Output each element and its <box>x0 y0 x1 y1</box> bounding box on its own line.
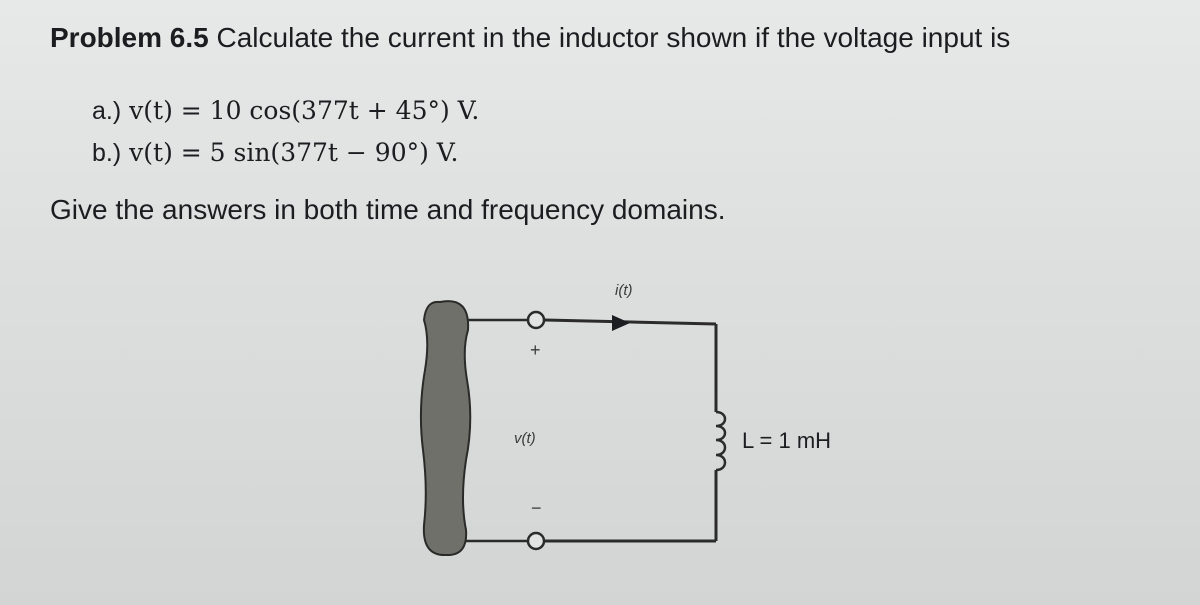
voltage-source-shape <box>421 301 470 555</box>
equation-b-expr: v(t) = 5 sin(377t − 90°) V. <box>129 138 459 167</box>
problem-statement: Calculate the current in the inductor shown if the voltage input is <box>216 22 1011 53</box>
instruction-text: Give the answers in both time and frequency domains. <box>50 194 726 225</box>
equation-b-label: b.) <box>92 139 122 167</box>
plus-sign: + <box>530 340 541 360</box>
inductor-coil <box>716 412 725 470</box>
top-wire <box>545 320 716 324</box>
minus-sign: − <box>531 498 542 518</box>
voltage-label: v(t) <box>514 430 536 447</box>
equation-a-label: a.) <box>92 97 122 125</box>
current-label: i(t) <box>615 282 633 299</box>
problem-number: Problem 6.5 <box>50 22 209 53</box>
negative-terminal <box>528 533 544 549</box>
inductor-label: L = 1 mH <box>742 428 832 453</box>
current-arrow <box>612 315 630 331</box>
positive-terminal <box>528 312 544 328</box>
equation-a-expr: v(t) = 10 cos(377t + 45°) V. <box>129 96 480 125</box>
